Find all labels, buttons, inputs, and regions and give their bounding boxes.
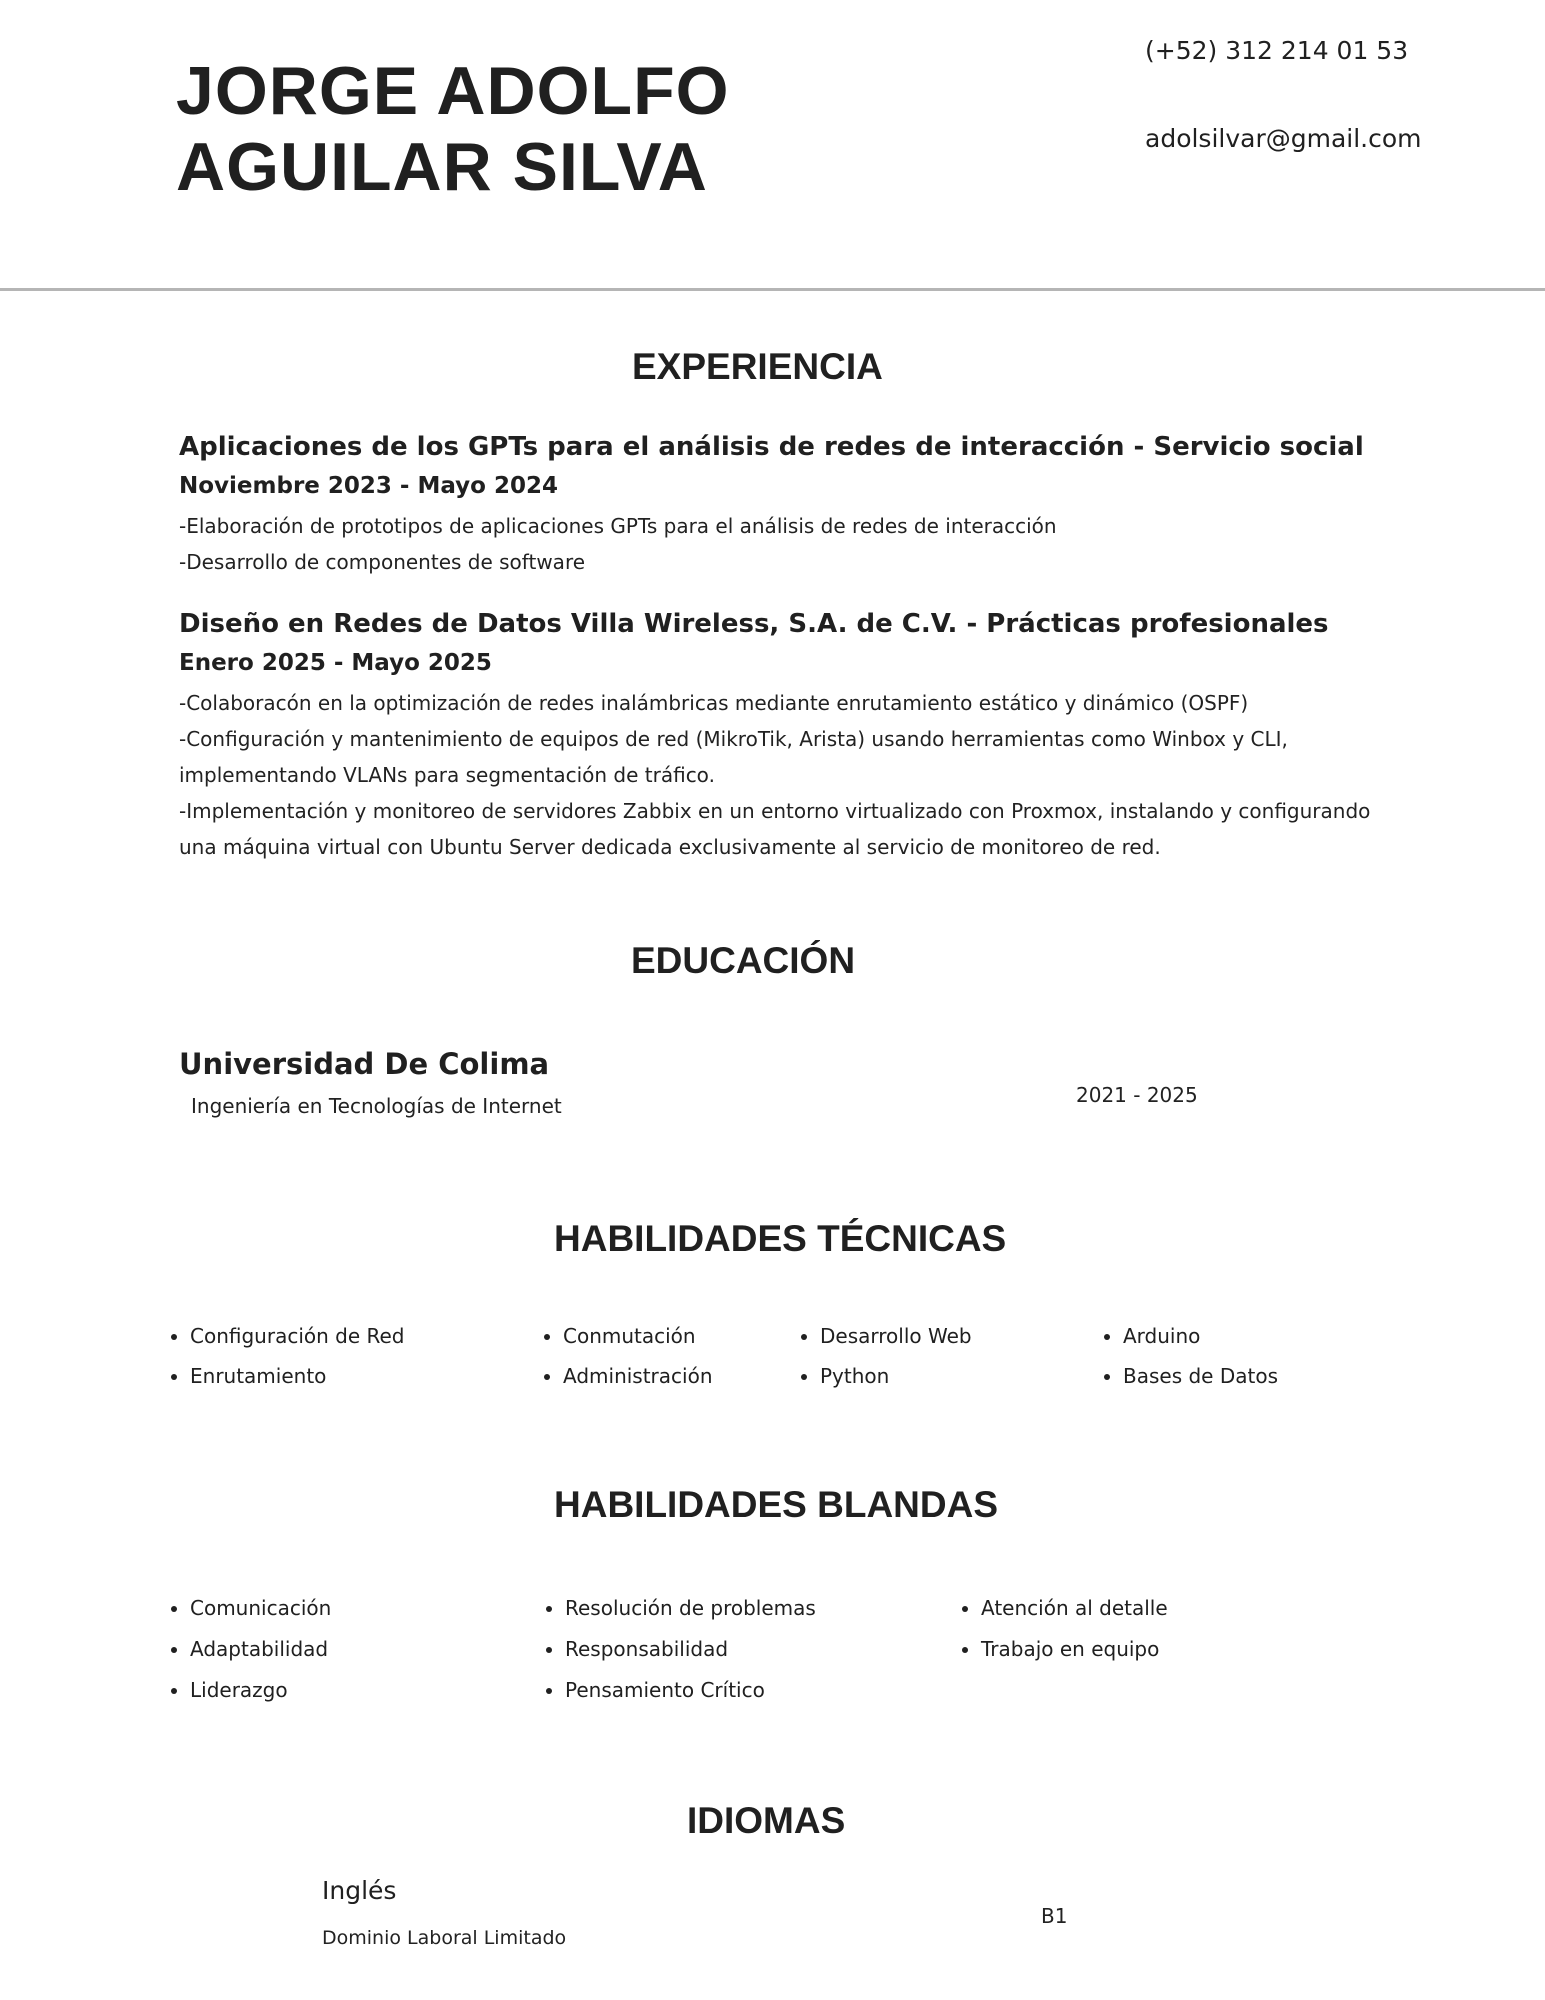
job-description-line: implementando VLANs para segmentación de tráfico. — [179, 763, 715, 787]
degree-name: Ingeniería en Tecnologías de Internet — [191, 1094, 562, 1118]
list-item: • Administración — [563, 1364, 713, 1404]
phone-number: (+52) 312 214 01 53 — [1145, 36, 1409, 65]
list-item: • Resolución de problemas — [565, 1596, 816, 1637]
school-name: Universidad De Colima — [179, 1047, 550, 1081]
job-title: Aplicaciones de los GPTs para el análisis de redes de interacción - Servicio social — [179, 432, 1364, 462]
email-address: adolsilvar@gmail.com — [1145, 124, 1422, 153]
soft-skills-column — [955, 1596, 1168, 1678]
list-item: • Atención al detalle — [981, 1596, 1168, 1637]
list-item: • Enrutamiento — [190, 1364, 405, 1404]
job-description-line: -Implementación y monitoreo de servidores Zabbix en un entorno virtualizado con Proxmox, instalando y configurando — [179, 799, 1371, 823]
job-description-line: -Configuración y mantenimiento de equipos de red (MikroTik, Arista) usando herramientas como Winbox y CLI, — [179, 727, 1288, 751]
list-item: • Liderazgo — [190, 1678, 331, 1719]
list-item: • Arduino — [1123, 1324, 1278, 1364]
list-item: • Configuración de Red — [190, 1324, 405, 1364]
language-proficiency: Dominio Laboral Limitado — [322, 1927, 567, 1949]
job-title: Diseño en Redes de Datos Villa Wireless, S.A. de C.V. - Prácticas profesionales — [179, 609, 1329, 639]
list-item: • Python — [820, 1364, 972, 1404]
education-years: 2021 - 2025 — [1076, 1083, 1198, 1107]
job-description-line: -Elaboración de prototipos de aplicaciones GPTs para el análisis de redes de interacción — [179, 514, 1057, 538]
header-divider — [0, 288, 1545, 291]
list-item: • Pensamiento Crítico — [565, 1678, 816, 1719]
soft-skills-heading: HABILIDADES BLANDAS — [554, 1484, 998, 1525]
job-description-line: una máquina virtual con Ubuntu Server dedicada exclusivamente al servicio de monitoreo de red. — [179, 835, 1161, 859]
list-item: • Bases de Datos — [1123, 1364, 1278, 1404]
languages-heading: IDIOMAS — [687, 1800, 846, 1841]
name-line-2: AGUILAR SILVA — [176, 129, 708, 205]
list-item: • Trabajo en equipo — [981, 1637, 1168, 1678]
technical-skills-heading: HABILIDADES TÉCNICAS — [554, 1218, 1007, 1259]
language-level-code: B1 — [1041, 1904, 1068, 1928]
list-item: • Comunicación — [190, 1596, 331, 1637]
technical-skills-column — [537, 1324, 713, 1404]
technical-skills-column — [794, 1324, 972, 1404]
list-item: • Conmutación — [563, 1324, 713, 1364]
soft-skills-column — [539, 1596, 816, 1719]
list-item: • Adaptabilidad — [190, 1637, 331, 1678]
language-name: Inglés — [322, 1876, 397, 1905]
job-description-line: -Desarrollo de componentes de software — [179, 550, 586, 574]
list-item: • Desarrollo Web — [820, 1324, 972, 1364]
list-item: • Responsabilidad — [565, 1637, 816, 1678]
experience-heading: EXPERIENCIA — [632, 346, 883, 387]
technical-skills-column — [1097, 1324, 1278, 1404]
education-heading: EDUCACIÓN — [631, 940, 856, 981]
job-description-line: -Colaboracón en la optimización de redes inalámbricas mediante enrutamiento estático y dinámico (OSPF) — [179, 691, 1249, 715]
job-date: Noviembre 2023 - Mayo 2024 — [179, 473, 558, 499]
soft-skills-column — [164, 1596, 331, 1719]
job-date: Enero 2025 - Mayo 2025 — [179, 650, 492, 676]
technical-skills-column — [164, 1324, 405, 1404]
name-line-1: JORGE ADOLFO — [176, 53, 730, 129]
